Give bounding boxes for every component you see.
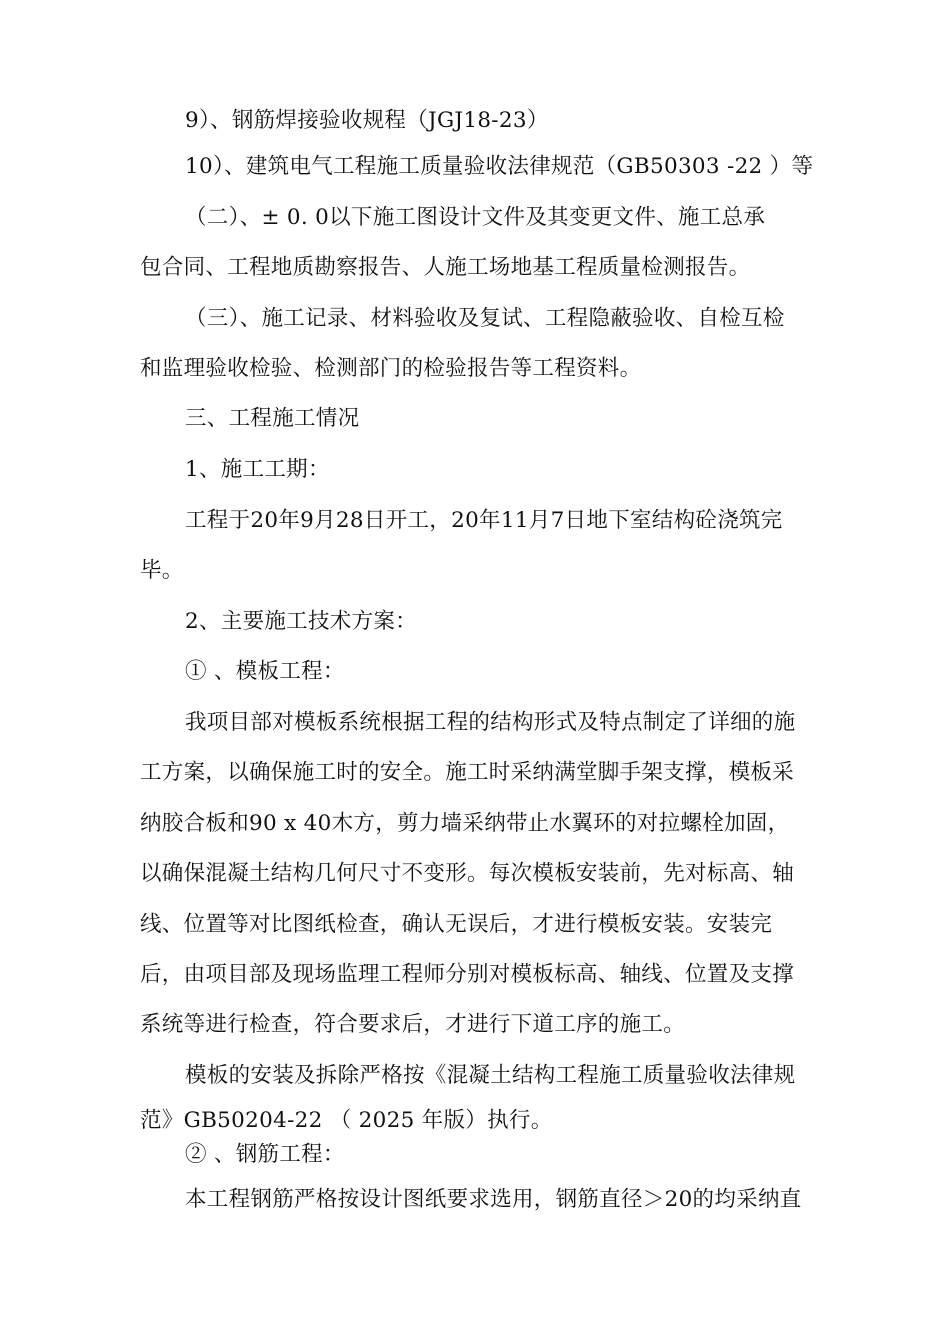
text-line: 9）、钢筋焊接验收规程（JGJ18-23）	[185, 108, 549, 133]
text-line: （二）、± 0. 0以下施工图设计文件及其变更文件、施工总承	[185, 205, 766, 230]
text-line: 系统等进行检查，符合要求后，才进行下道工序的施工。	[140, 1012, 686, 1037]
text-line: 范》GB50204-22 （ 2025 年版）执行。	[140, 1108, 553, 1133]
text-line: 工方案，以确保施工时的安全。施工时采纳满堂脚手架支撑，模板采	[140, 760, 795, 785]
text-line: 模板的安装及拆除严格按《混凝土结构工程施工质量验收法律规	[185, 1063, 796, 1088]
text-line: 工程于20年9月28日开工，20年11月7日地下室结构砼浇筑完	[185, 508, 783, 533]
text-line: 10）、建筑电气工程施工质量验收法律规范（GB50303 -22 ）等	[185, 154, 814, 179]
subsection-heading: 2、主要施工技术方案：	[185, 609, 417, 634]
text-line: 纳胶合板和90 x 40木方，剪力墙采纳带止水翼环的对拉螺栓加固，	[140, 811, 790, 836]
subsection-heading: ② 、钢筋工程：	[185, 1142, 345, 1167]
text-line: 和监理验收检验、检测部门的检验报告等工程资料。	[140, 356, 642, 381]
text-line: （三）、施工记录、材料验收及复试、工程隐蔽验收、自检互检	[185, 306, 785, 331]
text-line: 后，由项目部及现场监理工程师分别对模板标高、轴线、位置及支撑	[140, 962, 795, 987]
text-line: 以确保混凝土结构几何尺寸不变形。每次模板安装前，先对标高、轴	[140, 861, 795, 886]
section-heading: 三、工程施工情况	[185, 406, 360, 431]
text-line: 本工程钢筋严格按设计图纸要求选用，钢筋直径＞20的均采纳直	[185, 1187, 802, 1212]
text-line: 毕。	[140, 558, 184, 583]
subsection-heading: 1、施工工期：	[185, 457, 330, 482]
text-line: 我项目部对模板系统根据工程的结构形式及特点制定了详细的施	[185, 710, 796, 735]
subsection-heading: ① 、模板工程：	[185, 659, 345, 684]
text-line: 包合同、工程地质勘察报告、人施工场地基工程质量检测报告。	[140, 255, 751, 280]
text-line: 线、位置等对比图纸检查，确认无误后，才进行模板安装。安装完	[140, 912, 773, 937]
